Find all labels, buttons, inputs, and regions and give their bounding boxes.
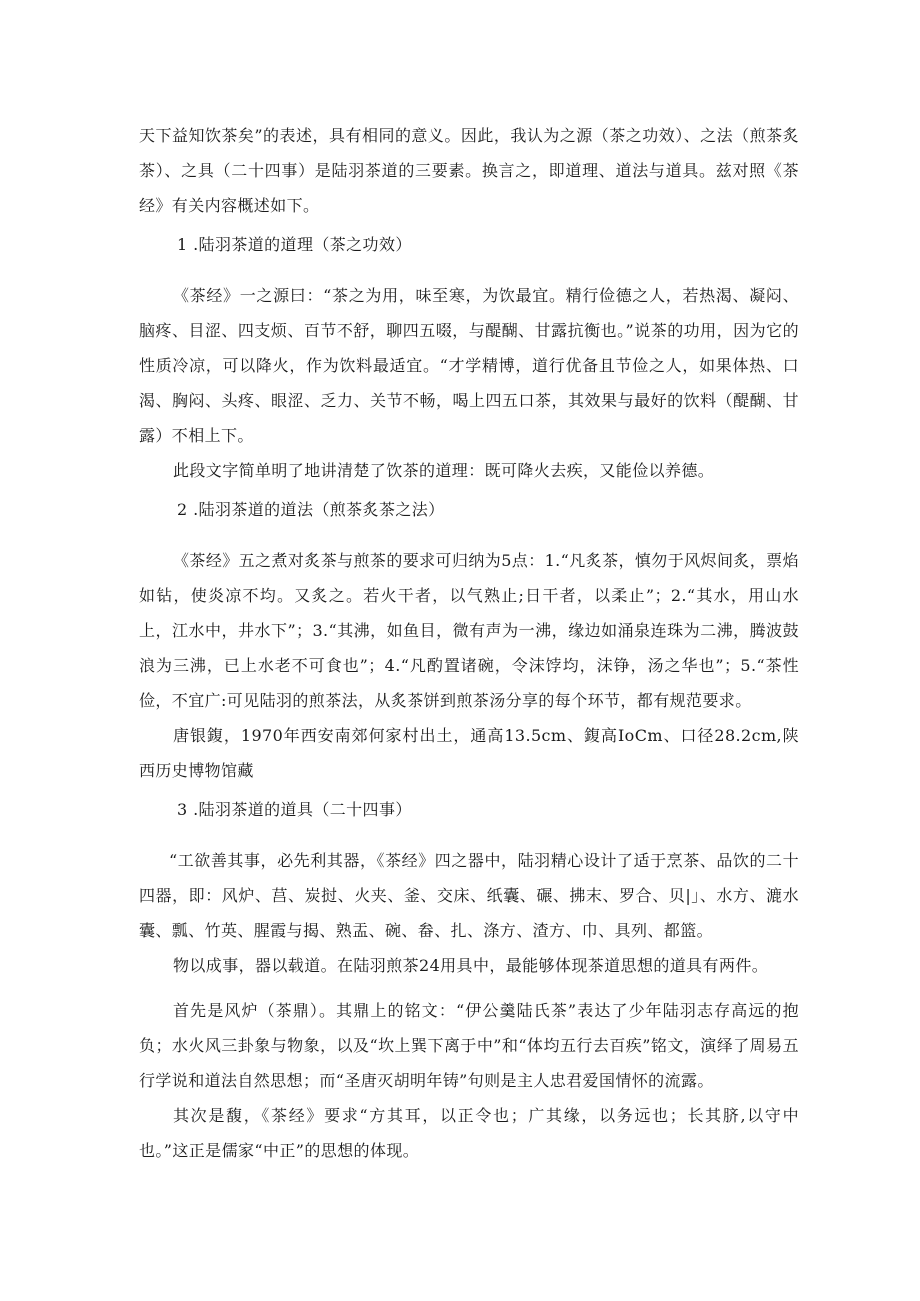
paragraph-section-3-tools: “工欲善其事，必先利其器，《茶经》四之器中，陆羽精心设计了适于烹茶、品饮的二十四器，即：风炉、莒、炭挝、火夹、釜、交床、纸囊、碾、拂末、罗合、贝|」、水方、漉水囊、瓢、竹英、腥霞与揭、熟盂、碗、畚、扎、涤方、渣方、巾、具列、都篮。	[139, 851, 799, 940]
paragraph-wind-stove: 首先是风炉（茶鼎）。其鼎上的铭文：“伊公羹陆氏茶”表达了少年陆羽志存高远的抱负；水火风三卦象与物象，以及“坎上巽下离于中”和“体均五行去百疾”铭文，演绎了周易五行学说和道法自然思想；而“圣唐灭胡明年铸”句则是主人忠君爱国情怀的流露。	[139, 1001, 799, 1090]
heading-section-1: 1 .陆羽茶道的道理（茶之功效）	[177, 235, 412, 254]
heading-section-2: 2 .陆羽茶道的道法（煎茶炙茶之法）	[177, 500, 445, 519]
paragraph-section-1-quote: 《茶经》一之源曰：“茶之为用，味至寒，为饮最宜。精行俭德之人，若热渴、凝闷、脑疼、目涩、四支烦、百节不舒，聊四五啜，与醍醐、甘露抗衡也。”说茶的功用，因为它的性质冷凉，可以降火，作为饮料最适宜。“才学精博，道行优备且节俭之人，如果体热、口渴、胸闷、头疼、眼涩、乏力、关节不畅，喝上四五口茶，其效果与最好的饮料（醍醐、甘露）不相上下。	[139, 286, 799, 445]
paragraph-section-2-method: 《茶经》五之煮对炙茶与煎茶的要求可归纳为5点：1.“凡炙茶，慎勿于风烬间炙，票焰如钻，使炎凉不均。又炙之。若火干者，以气熟止;日干者，以柔止”；2.“其水，用山水上，江水中，井水下”；3.“其沸，如鱼目，微有声为一沸，缘边如涌泉连珠为二沸，腾波鼓浪为三沸，已上水老不可食也”；4.“凡酌置诸碗，令沫饽均，沫铮，汤之华也”；5.“茶性俭，不宜广:可见陆羽的煎茶法，从炙茶饼到煎茶汤分享的每个环节，都有规范要求。	[139, 551, 799, 710]
heading-section-3: 3 .陆羽茶道的道具（二十四事）	[177, 800, 412, 819]
paragraph-cauldron: 其次是馥，《茶经》要求“方其耳，以正令也；广其缘，以务远也；长其脐,以守中也。”这正是儒家“中正”的思想的体现。	[139, 1106, 799, 1160]
paragraph-section-2-caption: 唐银鍑，1970年西安南郊何家村出土，通高13.5cm、鍑高IoCm、口径28.2cm,陕西历史博物馆藏	[139, 726, 799, 780]
document-page	[139, 118, 799, 1168]
paragraph-section-1-summary: 此段文字简单明了地讲清楚了饮茶的道理：既可降火去疾，又能俭以养德。	[173, 461, 715, 480]
paragraph-section-3-summary: 物以成事，器以载道。在陆羽煎茶24用具中，最能够体现茶道思想的道具有两件。	[173, 956, 769, 975]
paragraph-intro: 天下益知饮茶矣”的表述，具有相同的意义。因此，我认为之源（茶之功效）、之法（煎茶炙茶）、之具（二十四事）是陆羽茶道的三要素。换言之，即道理、道法与道具。兹对照《茶经》有关内容概述如下。	[139, 126, 799, 215]
